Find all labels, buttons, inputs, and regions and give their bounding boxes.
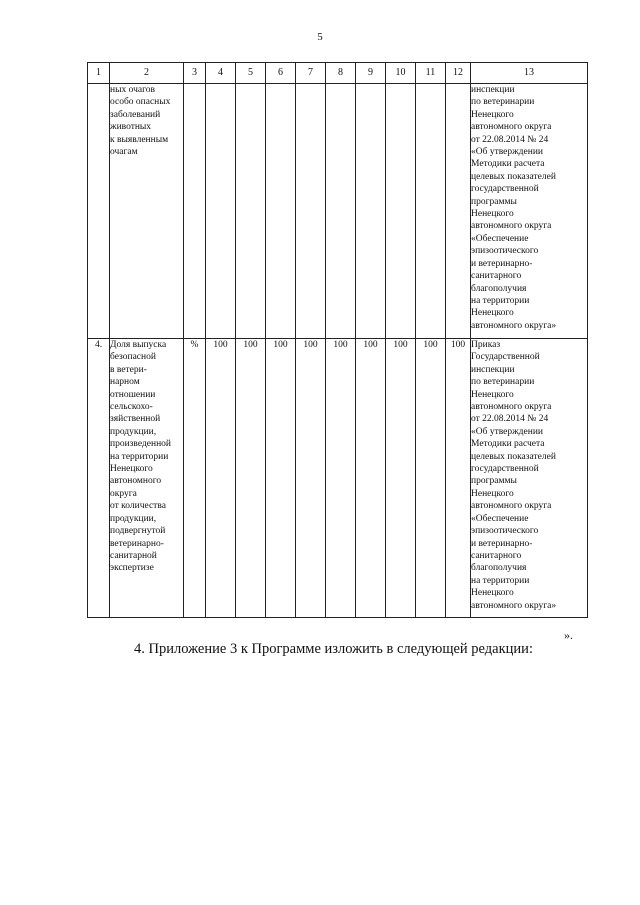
unit-cell: % bbox=[184, 339, 206, 618]
cell-text-line: автономного округа» bbox=[471, 600, 557, 611]
cell-text-line: зяйственной bbox=[110, 414, 161, 425]
column-header-12: 12 bbox=[446, 63, 471, 84]
cell-text-line: от 22.08.2014 № 24 bbox=[471, 414, 549, 425]
cell-text-line: Ненецкого bbox=[471, 209, 514, 220]
cell-text-line: автономного округа bbox=[471, 122, 552, 133]
cell-text-line: продукции, bbox=[110, 426, 157, 437]
cell-text-line: благополучия bbox=[471, 563, 527, 574]
column-header-10: 10 bbox=[386, 63, 416, 84]
cell-text-line: программы bbox=[471, 196, 517, 207]
cell-text-line: от 22.08.2014 № 24 bbox=[471, 134, 549, 145]
cell-text-line: Методики расчета bbox=[471, 159, 545, 170]
unit-cell bbox=[184, 84, 206, 339]
cell-text-line: экспертизе bbox=[110, 563, 154, 574]
cell-text-line: и ветеринарно- bbox=[471, 258, 533, 269]
value-cell bbox=[416, 84, 446, 339]
cell-text-line: сельскохо- bbox=[110, 402, 153, 413]
cell-text-line: государственной bbox=[471, 184, 539, 195]
column-header-1: 1 bbox=[88, 63, 110, 84]
cell-text-line: по ветеринарии bbox=[471, 97, 535, 108]
cell-text-line: Ненецкого bbox=[471, 109, 514, 120]
cell-text-line: автономного округа» bbox=[471, 320, 557, 331]
column-header-4: 4 bbox=[206, 63, 236, 84]
cell-text-line: Приказ bbox=[471, 340, 501, 350]
value-cell bbox=[326, 84, 356, 339]
cell-text-line: животных bbox=[110, 122, 152, 133]
closing-quote: ». bbox=[564, 628, 573, 642]
cell-text-line: Ненецкого bbox=[471, 389, 514, 400]
value-cell bbox=[356, 84, 386, 339]
cell-text-line: «Обеспечение bbox=[471, 513, 529, 524]
cell-text-line: автономного округа bbox=[471, 221, 552, 232]
value-cell bbox=[206, 84, 236, 339]
cell-text-line: санитарного bbox=[471, 550, 522, 561]
cell-text-line: санитарного bbox=[471, 271, 522, 282]
cell-text-line: на территории bbox=[471, 295, 530, 306]
column-header-11: 11 bbox=[416, 63, 446, 84]
value-cell: 100 bbox=[446, 339, 471, 618]
value-cell bbox=[266, 84, 296, 339]
cell-text-line: Ненецкого bbox=[471, 308, 514, 319]
indicator-name-cell bbox=[110, 339, 184, 618]
value-cell: 100 bbox=[326, 339, 356, 618]
cell-text-line: государственной bbox=[471, 464, 539, 475]
table-row bbox=[88, 84, 588, 339]
cell-text-line: к выявленным bbox=[110, 134, 169, 145]
cell-text-line: Государственной bbox=[471, 352, 540, 363]
cell-text-line: автономного округа bbox=[471, 501, 552, 512]
value-cell: 100 bbox=[296, 339, 326, 618]
cell-text-line: безопасной bbox=[110, 352, 156, 363]
cell-text-line: ветеринарно- bbox=[110, 538, 164, 549]
cell-text-line: и ветеринарно- bbox=[471, 538, 533, 549]
cell-text-line: очагам bbox=[110, 147, 138, 158]
cell-text-line: Ненецкого bbox=[471, 488, 514, 499]
source-document-cell bbox=[471, 84, 588, 339]
cell-text-line: произведенной bbox=[110, 439, 171, 450]
cell-text-line: эпизоотического bbox=[471, 526, 539, 537]
cell-text-line: благополучия bbox=[471, 283, 527, 294]
value-cell bbox=[446, 84, 471, 339]
indicator-name-cell bbox=[110, 84, 184, 339]
cell-text-line: в ветери- bbox=[110, 364, 147, 375]
cell-text-line: целевых показателей bbox=[471, 451, 556, 462]
table-row bbox=[88, 339, 588, 618]
cell-text-line: особо опасных bbox=[110, 97, 171, 108]
cell-text-line: на территории bbox=[110, 451, 169, 462]
value-cell: 100 bbox=[386, 339, 416, 618]
cell-text-line: санитарной bbox=[110, 550, 157, 561]
cell-text-line: округа bbox=[110, 488, 137, 499]
cell-text-line: автономного округа bbox=[471, 402, 552, 413]
cell-text-line: эпизоотического bbox=[471, 246, 539, 257]
cell-text-line: инспекции bbox=[471, 364, 515, 375]
cell-text-line: продукции, bbox=[110, 513, 157, 524]
value-cell bbox=[236, 84, 266, 339]
indicators-table bbox=[87, 62, 588, 618]
cell-text-line: программы bbox=[471, 476, 517, 487]
cell-text-line: автономного bbox=[110, 476, 162, 487]
column-header-7: 7 bbox=[296, 63, 326, 84]
cell-text-line: на территории bbox=[471, 575, 530, 586]
cell-text-line: от количества bbox=[110, 501, 166, 512]
cell-text-line: «Об утверждении bbox=[471, 426, 543, 437]
row-number-cell: 4. bbox=[88, 339, 110, 618]
cell-text-line: «Обеспечение bbox=[471, 233, 529, 244]
cell-text-line: целевых показателей bbox=[471, 171, 556, 182]
cell-text-line: Методики расчета bbox=[471, 439, 545, 450]
column-header-3: 3 bbox=[184, 63, 206, 84]
cell-text-line: нарном bbox=[110, 377, 140, 388]
column-header-6: 6 bbox=[266, 63, 296, 84]
column-header-9: 9 bbox=[356, 63, 386, 84]
value-cell: 100 bbox=[206, 339, 236, 618]
page-number: 5 bbox=[317, 31, 323, 43]
column-header-2: 2 bbox=[110, 63, 184, 84]
value-cell bbox=[296, 84, 326, 339]
cell-text-line: ных очагов bbox=[110, 85, 155, 95]
cell-text-line: инспекции bbox=[471, 85, 515, 95]
value-cell: 100 bbox=[266, 339, 296, 618]
instruction-paragraph: 4. Приложение 3 к Программе изложить в следующей редакции: bbox=[134, 641, 533, 657]
cell-text-line: заболеваний bbox=[110, 109, 161, 120]
column-header-8: 8 bbox=[326, 63, 356, 84]
cell-text-line: Ненецкого bbox=[471, 588, 514, 599]
value-cell: 100 bbox=[236, 339, 266, 618]
cell-text-line: подвергнутой bbox=[110, 526, 166, 537]
source-document-cell bbox=[471, 339, 588, 618]
cell-text-line: Ненецкого bbox=[110, 464, 153, 475]
cell-text-line: Доля выпуска bbox=[110, 340, 167, 350]
cell-text-line: отношении bbox=[110, 389, 156, 400]
row-number-cell bbox=[88, 84, 110, 339]
value-cell: 100 bbox=[416, 339, 446, 618]
column-header-5: 5 bbox=[236, 63, 266, 84]
table-header-row bbox=[88, 63, 588, 84]
column-header-13: 13 bbox=[471, 63, 588, 84]
cell-text-line: «Об утверждении bbox=[471, 147, 543, 158]
cell-text-line: по ветеринарии bbox=[471, 377, 535, 388]
value-cell bbox=[386, 84, 416, 339]
value-cell: 100 bbox=[356, 339, 386, 618]
